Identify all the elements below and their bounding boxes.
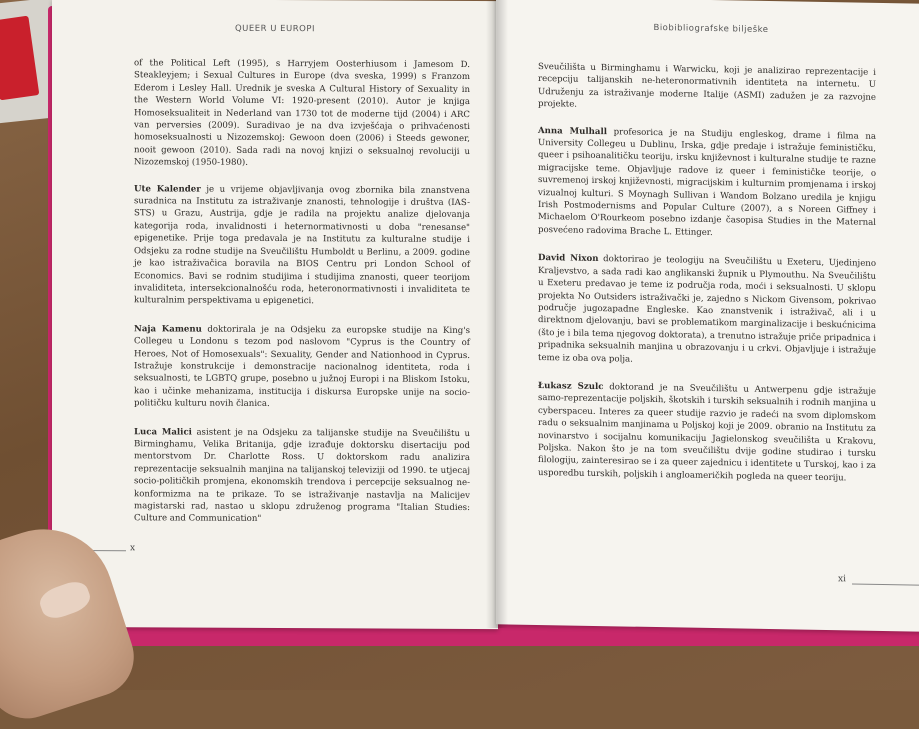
right-folio-rule bbox=[852, 583, 919, 585]
left-page bbox=[52, 0, 498, 629]
bio-name: Luca Malici bbox=[134, 426, 192, 438]
bio-name: Ute Kalender bbox=[134, 183, 201, 195]
bio-name: David Nixon bbox=[538, 253, 599, 265]
bio-name: Naja Kamenu bbox=[134, 323, 202, 335]
bio-entry bbox=[538, 380, 876, 485]
bio-text: asistent je na Odsjeku za talijanske studije na Sveučilištu u Birminghamu, Velika Britanija, gdje izrađuje doktorsku disertaciju pod mentorstvom Dr. Charlotte Ross. U doktorskom radu analizira reprezentacije seksualnih manjina na talijanskoj televiziji od 1990. te utjecaj socio-političkih promjena, ekonomskih trendova i percepcije seksualnog ne-konformizma na te prikaze. To se istraživanje nastavlja na Malicijev magistarski rad, nastao u sklopu združenog programa "Italian Studies: Culture and Communication" bbox=[134, 427, 470, 525]
right-continuation-paragraph: Sveučilišta u Birminghamu i Warwicku, koji je analizirao reprezentacije i recepciju talijanskih ne-heteronormativnih identiteta na internetu. U Udruženju za istraživanje moderne Italije (ASMI) zadužen je za razvojne projekte. bbox=[538, 61, 876, 110]
bio-entry bbox=[538, 125, 876, 243]
bio-text: doktorand je na Sveučilištu u Antwerpenu gdje istražuje samo-reprezentacije poljskih, škotskih i turskih seksualnih i rodnih manjina u cyberspaceu. Interes za queer studije razvio je radeći na svom diplomskom radu o seksualnim manjinama u Poljskoj koji je 2009. obranio na Institutu za novinarstvo i socijalnu komunikaciju Jagielonskog sveučilišta u Krakovu, Poljska. Nakon što je na tom sveučilištu dvije godine studirao i tursku filologiju, zainteresirao se i za queer zajednicu i identitete u Turskoj, kao i za usporedbu turskih, poljskih i angloameričkih pogleda na queer teoriju. bbox=[538, 382, 877, 484]
bio-text: doktorirao je teologiju na Sveučilištu u Exeteru, Ujedinjeno Kraljevstvo, a sada radi kao anglikanski župnik u Plymouthu. Na Sveučilištu u Exeteru predavao je teme iz područja roda, moći i seksualnosti. U sklopu projekta No Outsiders istraživački je, zajedno s Nickom Givensom, pokrivao područje jugozapadne Engleske. Kao znanstvenik i istraživač, ali i u direktnom djelovanju, bavi se problematikom marginalizacije i beskućnicima (što je i bila tema njegovog doktorata), a trenutno istražuje priče pripadnica i pripadnika seksualnih manjina u obrazovanju i u crkvi. Objavljuje i istražuje teme iz oba ova polja. bbox=[538, 254, 876, 365]
bio-name: Anna Mulhall bbox=[538, 125, 607, 137]
book-gutter bbox=[486, 0, 508, 628]
left-running-head: QUEER U EUROPI bbox=[234, 23, 315, 35]
bio-entry bbox=[538, 252, 876, 370]
left-page-text bbox=[134, 57, 470, 543]
left-page-number: x bbox=[130, 543, 136, 554]
left-continuation-paragraph: of the Political Left (1995), s Harryjem Oosterhiusom i Jamesom D. Steakleyjem; i Sexual Cultures in Europe (dva sveska, 1999) s Franzom Ederom i Lesley Hall. Urednik je sveska A Cultural History of Sexuality in the Western World Volume VI: 1920-present (2010). Autor je knjiga Homoseksualiteit in Nederland van 1730 tot de moderne tijd (2004) i ARC van perversies (2009). Suradivao je na dva izvješćaja o prihvaćenosti homoseksualnosti u Nizozemskoj: Gewoon doen (2006) i Steeds gewoner, nooit gewoon (2010). Sada radi na novoj knjizi o seksualnoj revoluciji u Nizozemskoj (1950-1980). bbox=[134, 58, 470, 169]
right-running-head: Biobibliografske bilješke bbox=[653, 22, 769, 36]
bio-text: je u vrijeme objavljivanja ovog zbornika bila znanstvena suradnica na Institutu za istraživanje znanosti, tehnologije i društva (IAS-STS) u Grazu, Austrija, gdje je radila na projektu analize djelovanja kategorija roda, invalidnosti i heternormativnosti u doba "renesanse" epigenetike. Prije toga predavala je na Institutu za kulturalne studije i Odsjeku za rodne studije na Sveučilištu Humboldt u Berlinu, a 2009. godine je kao istraživačica boravila na BIOS Centru pri London School of Economics. Bavi se rodnim studijima i studijima znanosti, queer teorijom invaliditeta, intersekcionalnošću roda, heteronormativnosti i invaliditeta te kulturalnim perspektivama u epigenetici. bbox=[134, 184, 470, 307]
bio-text: doktorirala je na Odsjeku za europske studije na King's Collegeu u Londonu s tezom pod naslovom "Cyprus is the Country of Heroes, Not of Homosexuals": Sexuality, Gender and Nationhood in Cyprus. Istražuje konstrukcije i demonstracije nacionalnog identiteta, roda i seksualnosti, te LGBTQ grupe, posebno u južnoj Europi i na Bliskom Istoku, kao i učinke mehanizama, institucija i diskursa Europske unije na socio-političku kulturu novih članica. bbox=[134, 324, 471, 410]
bio-entry bbox=[134, 323, 470, 412]
bio-entry bbox=[134, 183, 470, 309]
bio-entry bbox=[134, 426, 470, 527]
right-page-number: xi bbox=[838, 574, 846, 585]
right-page bbox=[496, 0, 919, 632]
right-page-text bbox=[538, 61, 876, 501]
bio-text: profesorica je na Studiju engleskog, drame i filma na University Collegeu u Dublinu, Irska, gdje predaje i istražuje feminističku, queer i psihoanalitičku teoriju, irsku književnost i kulturalne studije te razne migracijske teme. Objavljuje radove iz queer i feminističke teorije, o suvremenoj irskoj književnosti, migracijskim i kulturnim promjenama i irskoj vizualnoj kulturi. S Moynagh Sullivan i Wandom Bolzano uredila je knjigu Irish Postmodernisms and Popular Culture (2007), a s Noreen Giffney i Michaelom O'Rourkeom posebno izdanje časopisa Studies in the Maternal posvećeno radovima Brache L. Ettinger. bbox=[538, 126, 876, 238]
bio-name: Łukasz Szulc bbox=[538, 380, 604, 393]
